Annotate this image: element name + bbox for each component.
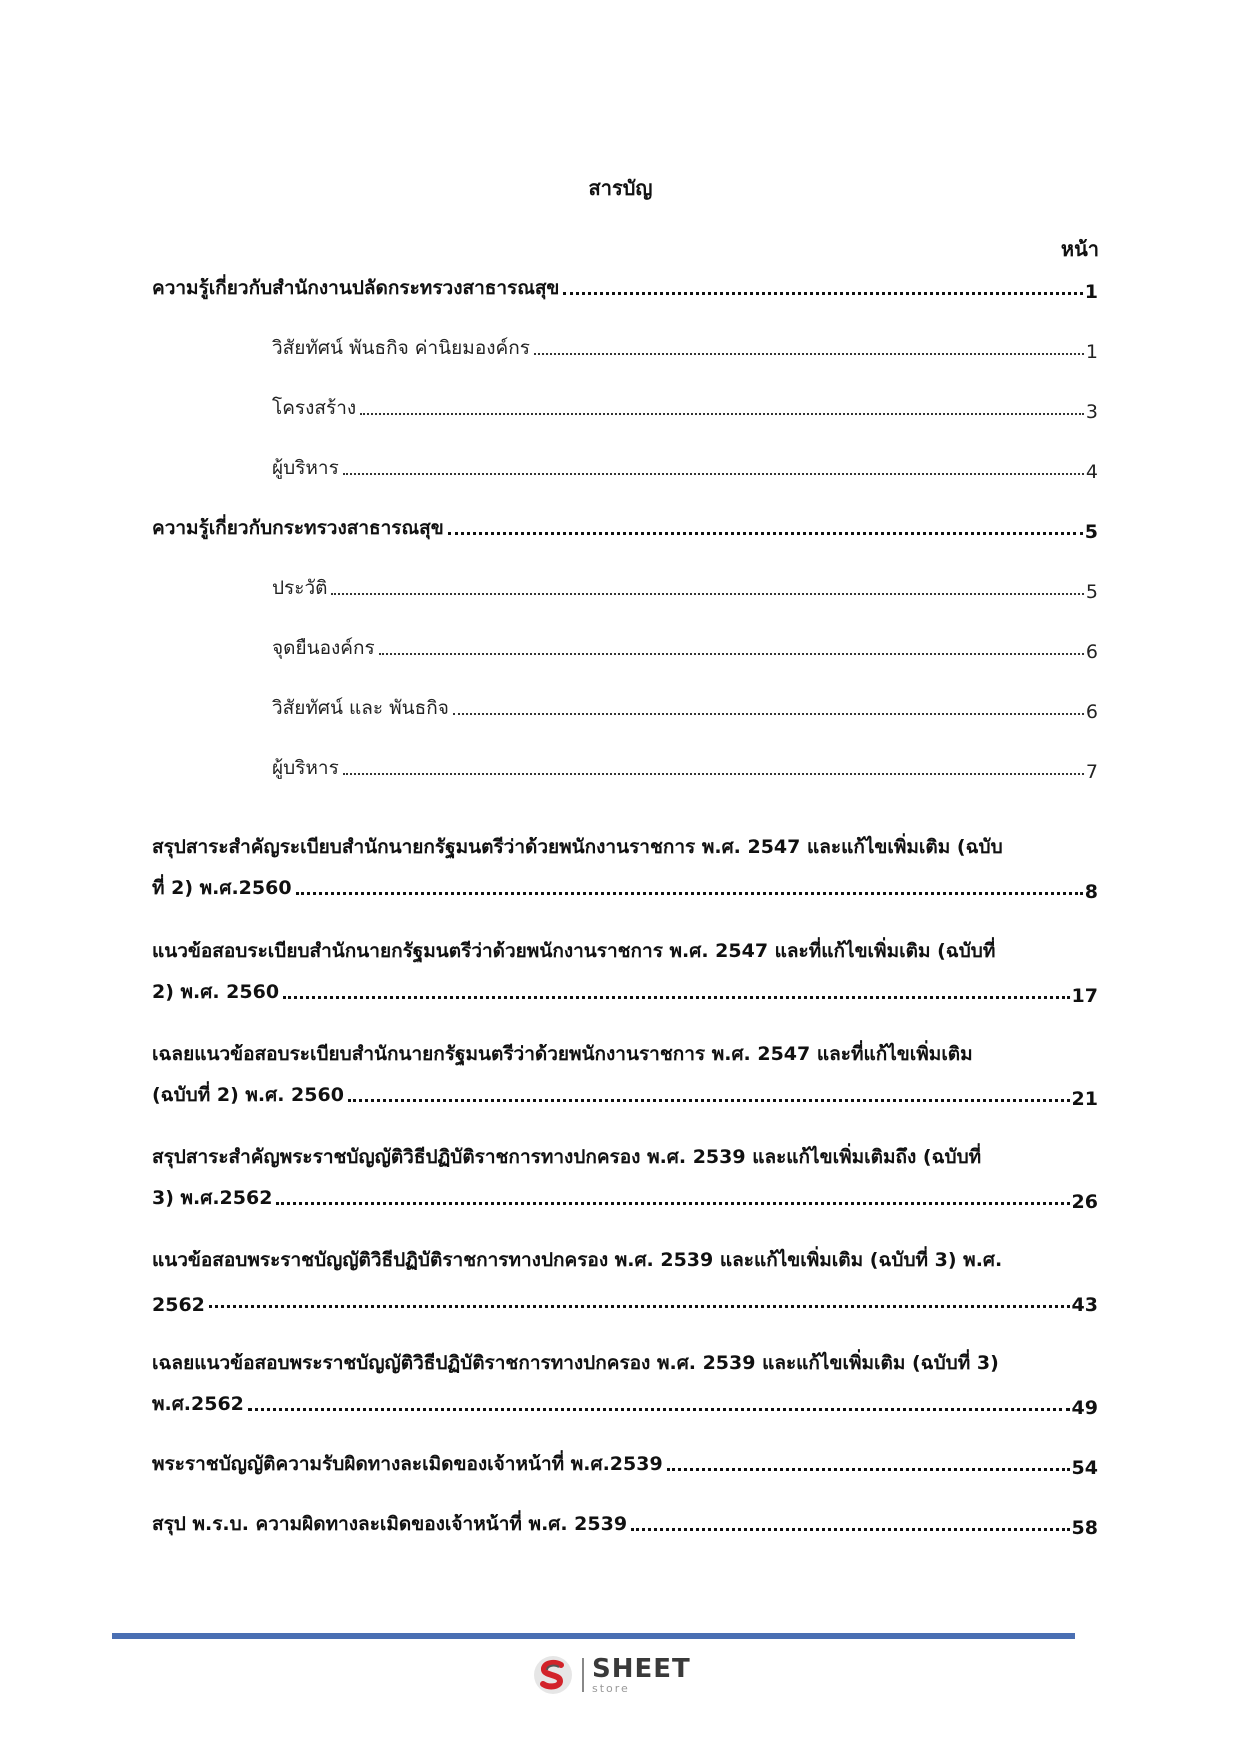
toc-entry[interactable]	[272, 685, 1098, 723]
toc-entry-page: 3	[1085, 401, 1098, 423]
toc-entry-label: ความรู้เกี่ยวกับสำนักงานปลัดกระทรวงสาธารณสุข	[152, 277, 560, 299]
toc-entry[interactable]	[152, 1072, 1098, 1110]
page-column-header: หน้า	[1060, 237, 1099, 261]
toc-entry[interactable]	[152, 1278, 1098, 1316]
toc-entry[interactable]	[152, 1381, 1098, 1419]
toc-entry[interactable]	[152, 265, 1098, 303]
toc-entry[interactable]	[152, 969, 1098, 1007]
toc-entry[interactable]	[152, 1441, 1098, 1479]
toc-entry-page: 54	[1071, 1457, 1098, 1479]
toc-entry-first-line[interactable]: เฉลยแนวข้อสอบระเบียบสำนักนายกรัฐมนตรีว่าด้วยพนักงานราชการ พ.ศ. 2547 และที่แก้ไขเพิ่มเติม	[152, 1043, 973, 1065]
sheet-store-logo	[532, 1653, 691, 1697]
toc-entry-page: 1	[1084, 281, 1098, 303]
toc-leader-dots	[534, 352, 1084, 355]
toc-entry-page: 5	[1085, 581, 1098, 603]
toc-entry-first-line[interactable]: สรุปสาระสำคัญระเบียบสำนักนายกรัฐมนตรีว่าด้วยพนักงานราชการ พ.ศ. 2547 และแก้ไขเพิ่มเติม (ฉบับ	[152, 836, 1003, 858]
toc-leader-dots	[360, 412, 1084, 415]
toc-leader-dots	[667, 1467, 1070, 1471]
toc-entry[interactable]	[272, 445, 1098, 483]
toc-entry-page: 6	[1085, 641, 1098, 663]
toc-entry-label: พระราชบัญญัติความรับผิดทางละเมิดของเจ้าหน้าที่ พ.ศ.2539	[152, 1453, 663, 1475]
toc-entry-page: 43	[1071, 1294, 1098, 1316]
toc-leader-dots	[448, 531, 1083, 535]
toc-entry-first-line[interactable]: สรุปสาระสำคัญพระราชบัญญัติวิธีปฏิบัติราชการทางปกครอง พ.ศ. 2539 และแก้ไขเพิ่มเติมถึง (ฉบับที่	[152, 1146, 982, 1168]
toc-leader-dots	[379, 652, 1084, 655]
toc-entry-label: ประวัติ	[272, 577, 328, 599]
toc-entry-page: 4	[1085, 461, 1098, 483]
toc-entry-label: ความรู้เกี่ยวกับกระทรวงสาธารณสุข	[152, 517, 444, 539]
toc-entry-page: 21	[1071, 1088, 1098, 1110]
toc-entry-page: 58	[1071, 1517, 1098, 1539]
toc-entry[interactable]	[152, 1501, 1098, 1539]
toc-leader-dots	[283, 995, 1070, 999]
toc-entry[interactable]	[152, 505, 1098, 543]
toc-leader-dots	[631, 1527, 1069, 1531]
toc-entry-page: 49	[1071, 1397, 1098, 1419]
toc-entry-page: 26	[1071, 1191, 1098, 1213]
toc-entry-page: 7	[1085, 761, 1098, 783]
toc-entry-page: 6	[1085, 701, 1098, 723]
toc-leader-dots	[343, 772, 1084, 775]
toc-leader-dots	[343, 472, 1084, 475]
toc-entry-first-line[interactable]: เฉลยแนวข้อสอบพระราชบัญญัติวิธีปฏิบัติราชการทางปกครอง พ.ศ. 2539 และแก้ไขเพิ่มเติม (ฉบับที่ 3)	[152, 1352, 999, 1374]
toc-entry-label: วิสัยทัศน์ และ พันธกิจ	[272, 697, 449, 719]
toc-entry-page: 17	[1071, 985, 1098, 1007]
toc-entry-label: 3) พ.ศ.2562	[152, 1187, 273, 1209]
toc-leader-dots	[209, 1304, 1070, 1308]
toc-entry-label: จุดยืนองค์กร	[272, 637, 375, 659]
logo-wordmark: SHEET	[592, 1654, 691, 1684]
toc-entry-first-line[interactable]: แนวข้อสอบพระราชบัญญัติวิธีปฏิบัติราชการทางปกครอง พ.ศ. 2539 และแก้ไขเพิ่มเติม (ฉบับที่ 3) พ.ศ.	[152, 1249, 1003, 1271]
toc-leader-dots	[563, 291, 1082, 295]
toc-entry[interactable]	[272, 565, 1098, 603]
toc-entry[interactable]	[152, 865, 1098, 903]
toc-entry[interactable]	[272, 325, 1098, 363]
toc-entry[interactable]	[272, 625, 1098, 663]
toc-entry-label: โครงสร้าง	[272, 397, 357, 419]
sheet-store-logo-icon	[532, 1654, 574, 1696]
toc-entry-first-line[interactable]: แนวข้อสอบระเบียบสำนักนายกรัฐมนตรีว่าด้วยพนักงานราชการ พ.ศ. 2547 และที่แก้ไขเพิ่มเติม (ฉบับที่	[152, 940, 996, 962]
toc-entry-label: ผู้บริหาร	[272, 457, 339, 479]
toc-leader-dots	[248, 1407, 1070, 1411]
logo-separator	[582, 1658, 584, 1692]
toc-entry-label: ที่ 2) พ.ศ.2560	[152, 877, 292, 899]
toc-leader-dots	[348, 1098, 1070, 1102]
toc-entry-page: 5	[1084, 521, 1098, 543]
toc-entry[interactable]	[272, 385, 1098, 423]
toc-leader-dots	[296, 891, 1083, 895]
toc-entry-label: (ฉบับที่ 2) พ.ศ. 2560	[152, 1084, 344, 1106]
toc-entry-page: 8	[1084, 881, 1098, 903]
toc-entry[interactable]	[272, 745, 1098, 783]
toc-entry-label: ผู้บริหาร	[272, 757, 339, 779]
toc-entry-label: 2) พ.ศ. 2560	[152, 981, 280, 1003]
toc-entry-label: 2562	[152, 1294, 205, 1316]
footer-divider	[112, 1633, 1075, 1639]
toc-leader-dots	[276, 1201, 1069, 1205]
toc-entry-label: วิสัยทัศน์ พันธกิจ ค่านิยมองค์กร	[272, 337, 530, 359]
toc-entry-label: สรุป พ.ร.บ. ความผิดทางละเมิดของเจ้าหน้าที่ พ.ศ. 2539	[152, 1513, 628, 1535]
toc-entry[interactable]	[152, 1175, 1098, 1213]
logo-subtext: store	[592, 1682, 630, 1695]
toc-entry-label: พ.ศ.2562	[152, 1393, 244, 1415]
toc-leader-dots	[453, 712, 1084, 715]
toc-leader-dots	[331, 592, 1083, 595]
toc-entry-page: 1	[1085, 341, 1098, 363]
page-title: สารบัญ	[588, 176, 653, 200]
